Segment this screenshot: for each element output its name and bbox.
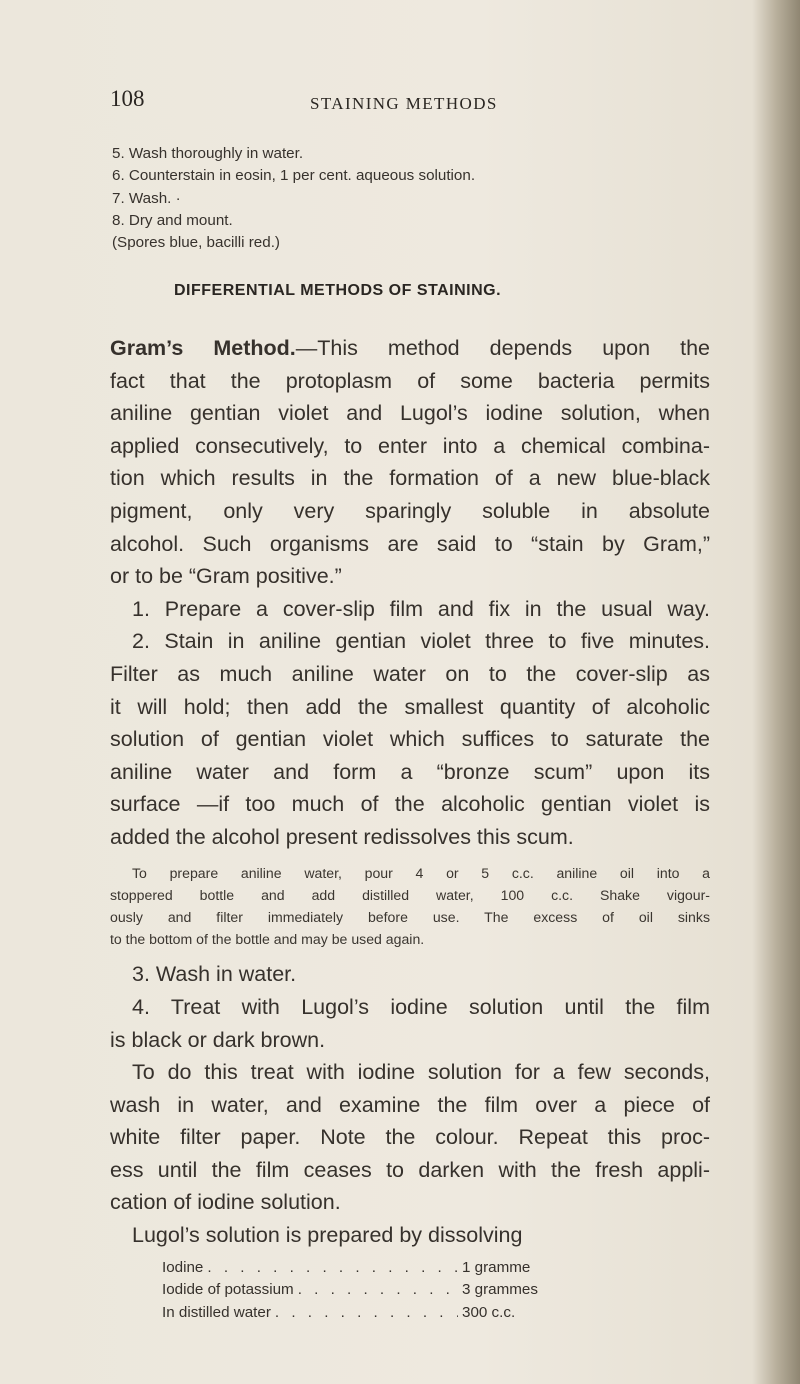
recipe-amount: 300 c.c. [462,1303,516,1321]
recipe-row [162,1257,582,1280]
gram-step-2-line: surface —if too much of the alcoholic gentian violet is [110,792,710,817]
aniline-water-note [110,862,710,951]
lugol-recipe [162,1257,582,1325]
followup-line: white filter paper. Note the colour. Repeat this proc- [110,1125,710,1150]
gram-step-2-line: 2. Stain in aniline gentian violet three to five minutes. [132,629,710,654]
gram-intro-line: fact that the protoplasm of some bacteria permits [110,368,710,393]
gram-step-4-line: 4. Treat with Lugol’s iodine solution until the film [132,994,710,1019]
dot-leader [275,1302,458,1325]
recipe-row [162,1279,582,1302]
gram-step-2-line: aniline water and form a “bronze scum” upon its [110,759,710,784]
recipe-row [162,1302,582,1325]
note-line: stoppered bottle and add distilled water, 100 c.c. Shake vigour- [110,886,710,903]
recipe-ingredient: Iodide of potassium [162,1281,294,1299]
gram-step-4-line: is black or dark brown. [110,1027,326,1052]
gram-step-2-line: Filter as much aniline water on to the cover-slip as [110,661,710,686]
followup-line: cation of iodine solution. [110,1190,341,1215]
lugol-intro: Lugol’s solution is prepared by dissolving [132,1223,523,1248]
gram-step-2-line: solution of gentian violet which suffices to saturate the [110,727,710,752]
previous-method-steps [112,143,712,254]
gram-method-title: Gram’s Method. [110,336,296,360]
gram-intro-line: or to be “Gram positive.” [110,564,342,589]
gram-method-body [110,332,710,1324]
gram-intro-line: aniline gentian violet and Lugol’s iodine solution, when [110,401,710,426]
page-number: 108 [110,86,145,111]
gram-intro-line: applied consecutively, to enter into a chemical combina- [110,433,710,458]
note-line: to the bottom of the bottle and may be used again. [110,931,425,948]
gram-intro-line: tion which results in the formation of a new blue-black [110,466,710,491]
followup-line: ess until the film ceases to darken with the fresh appli- [110,1157,710,1182]
recipe-ingredient: In distilled water [162,1303,271,1321]
recipe-amount: 1 gramme [462,1258,531,1276]
running-head: STAINING METHODS [310,94,498,113]
followup-line: To do this treat with iodine solution for a few seconds, [132,1060,710,1085]
section-heading: DIFFERENTIAL METHODS OF STAINING. [174,282,502,299]
gram-step-3: 3. Wash in water. [132,962,297,987]
recipe-amount: 3 grammes [462,1281,538,1299]
dot-leader [207,1257,458,1280]
page-header [110,86,730,122]
recipe-ingredient: Iodine [162,1258,204,1276]
gram-step-2-line: added the alcohol present redissolves this scum. [110,824,574,849]
step-5: 5. Wash thoroughly in water. [112,145,304,162]
followup-line: wash in water, and examine the film over a piece of [110,1092,710,1117]
step-8: 8. Dry and mount. [112,211,233,229]
note-line: To prepare aniline water, pour 4 or 5 c.c. aniline oil into a [132,864,710,881]
gram-step-1: 1. Prepare a cover-slip film and fix in the usual way. [132,596,710,621]
note-line: ously and filter immediately before use. The excess of oil sinks [110,908,710,925]
gram-intro-line: pigment, only very sparingly soluble in absolute [110,498,710,523]
result-note: (Spores blue, bacilli red.) [112,234,280,252]
gram-step-2-line: it will hold; then add the smallest quantity of alcoholic [110,694,710,719]
step-6: 6. Counterstain in eosin, 1 per cent. aqueous solution. [112,167,476,185]
gram-intro-line: alcohol. Such organisms are said to “stain by Gram,” [110,531,710,556]
gram-intro-line: Gram’s Method.—This method depends upon the [110,336,710,360]
step-7: 7. Wash. · [112,189,181,207]
dot-leader [298,1279,458,1302]
